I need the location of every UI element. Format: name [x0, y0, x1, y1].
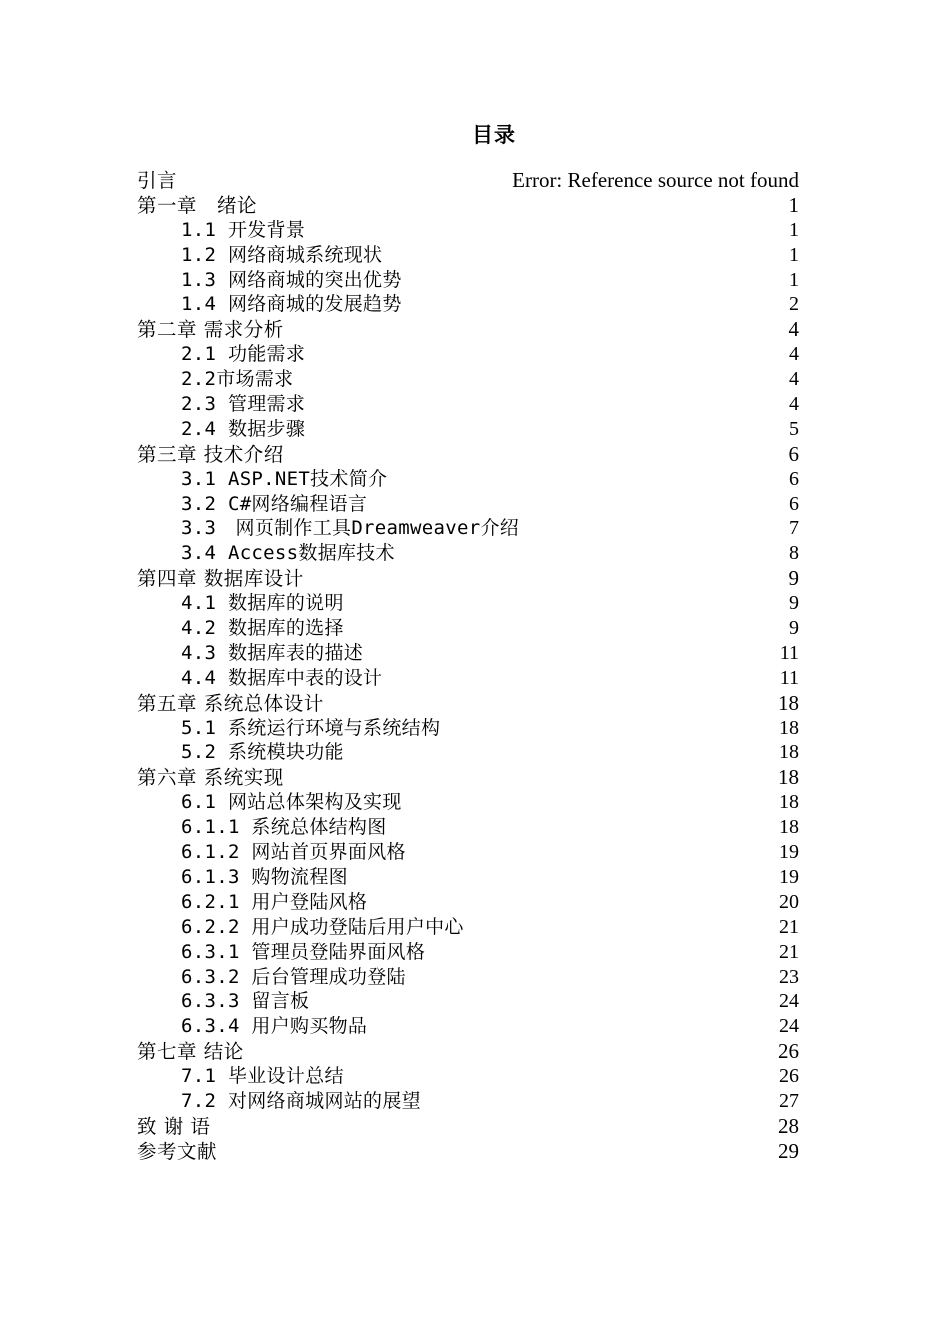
- toc-entry-label: 2.4 数据步骤: [181, 417, 306, 440]
- toc-entry-page-number: 4: [789, 393, 799, 416]
- toc-entry-label: 7.1 毕业设计总结: [181, 1065, 344, 1088]
- toc-entry-9[interactable]: [137, 367, 799, 392]
- toc-entry-page-number: 24: [779, 990, 799, 1013]
- toc-entry-page-number: 1: [789, 243, 799, 266]
- toc-entry-label: 7.2 对网络商城网站的展望: [181, 1089, 421, 1112]
- toc-entry-1[interactable]: [137, 168, 799, 193]
- toc-entry-8[interactable]: [137, 342, 799, 367]
- toc-entry-label: 3.1 ASP.NET技术简介: [181, 467, 388, 490]
- toc-entry-label: 5.1 系统运行环境与系统结构: [181, 716, 441, 739]
- toc-entry-label: 3.4 Access数据库技术: [181, 542, 395, 565]
- toc-entry-label: 2.1 功能需求: [181, 343, 306, 366]
- toc-entry-6[interactable]: [137, 292, 799, 317]
- toc-entry-29[interactable]: [137, 865, 799, 890]
- toc-entry-36[interactable]: [137, 1039, 799, 1064]
- toc-entry-page-number: 23: [779, 965, 799, 988]
- toc-entry-page-number: 8: [789, 542, 799, 565]
- toc-entry-page-number: 7: [789, 517, 799, 540]
- toc-entry-label: 2.3 管理需求: [181, 393, 306, 416]
- toc-entry-28[interactable]: [137, 840, 799, 865]
- toc-entry-label: 5.2 系统模块功能: [181, 741, 344, 764]
- toc-entry-page-number: Error: Reference source not found: [512, 168, 799, 192]
- toc-entry-31[interactable]: [137, 915, 799, 940]
- toc-entry-page-number: 24: [779, 1015, 799, 1038]
- toc-entry-label: 第六章 系统实现: [137, 766, 284, 790]
- toc-entry-32[interactable]: [137, 940, 799, 965]
- toc-entry-33[interactable]: [137, 965, 799, 990]
- toc-entry-17[interactable]: [137, 566, 799, 591]
- toc-entry-label: 4.2 数据库的选择: [181, 617, 344, 640]
- toc-entry-label: 6.1.1 系统总体结构图: [181, 816, 387, 839]
- toc-entry-label: 3.2 C#网络编程语言: [181, 492, 368, 515]
- toc-entry-page-number: 11: [779, 666, 799, 689]
- toc-entry-4[interactable]: [137, 243, 799, 268]
- toc-entry-label: 参考文献: [137, 1139, 218, 1163]
- toc-entry-21[interactable]: [137, 666, 799, 691]
- toc-entry-page-number: 1: [789, 218, 799, 241]
- toc-entry-page-number: 26: [779, 1065, 799, 1088]
- toc-entry-page-number: 28: [778, 1113, 799, 1138]
- toc-entry-page-number: 21: [779, 915, 799, 938]
- toc-entry-35[interactable]: [137, 1014, 799, 1039]
- toc-entry-label: 4.4 数据库中表的设计: [181, 666, 383, 689]
- toc-entry-label: 1.1 开发背景: [181, 218, 306, 241]
- toc-entry-page-number: 18: [779, 816, 799, 839]
- toc-entry-13[interactable]: [137, 467, 799, 492]
- toc-entry-19[interactable]: [137, 616, 799, 641]
- toc-entry-30[interactable]: [137, 890, 799, 915]
- toc-entry-label: 第三章 技术介绍: [137, 442, 284, 466]
- toc-entry-5[interactable]: [137, 268, 799, 293]
- toc-entry-page-number: 4: [789, 368, 799, 391]
- toc-entry-label: 6.2.1 用户登陆风格: [181, 890, 368, 913]
- toc-entry-page-number: 4: [788, 317, 799, 342]
- toc-entry-2[interactable]: [137, 193, 799, 218]
- toc-entry-12[interactable]: [137, 442, 799, 467]
- toc-entry-page-number: 1: [788, 192, 799, 217]
- toc-entry-page-number: 26: [778, 1039, 799, 1064]
- toc-entry-25[interactable]: [137, 765, 799, 790]
- toc-entry-label: 6.2.2 用户成功登陆后用户中心: [181, 915, 464, 938]
- toc-entry-label: 6.3.3 留言板: [181, 990, 310, 1013]
- toc-entry-page-number: 18: [778, 690, 799, 715]
- table-of-contents: [137, 168, 799, 1164]
- toc-entry-page-number: 20: [779, 890, 799, 913]
- toc-entry-label: 4.3 数据库表的描述: [181, 641, 364, 664]
- toc-entry-34[interactable]: [137, 989, 799, 1014]
- toc-entry-label: 1.3 网络商城的突出优势: [181, 268, 402, 291]
- toc-entry-16[interactable]: [137, 541, 799, 566]
- toc-entry-label: 1.2 网络商城系统现状: [181, 243, 383, 266]
- toc-entry-label: 第四章 数据库设计: [137, 567, 304, 591]
- toc-entry-11[interactable]: [137, 417, 799, 442]
- toc-entry-page-number: 6: [789, 467, 799, 490]
- toc-entry-label: 1.4 网络商城的发展趋势: [181, 293, 402, 316]
- toc-entry-14[interactable]: [137, 492, 799, 517]
- toc-entry-label: 2.2市场需求: [181, 368, 294, 391]
- toc-entry-page-number: 5: [789, 417, 799, 440]
- toc-entry-page-number: 18: [779, 741, 799, 764]
- toc-entry-label: 6.1.3 购物流程图: [181, 865, 348, 888]
- toc-entry-label: 第一章 绪论: [137, 193, 258, 217]
- toc-entry-3[interactable]: [137, 218, 799, 243]
- toc-entry-page-number: 2: [789, 293, 799, 316]
- toc-entry-37[interactable]: [137, 1064, 799, 1089]
- toc-entry-page-number: 18: [779, 716, 799, 739]
- toc-entry-label: 4.1 数据库的说明: [181, 592, 344, 615]
- toc-entry-page-number: 6: [789, 492, 799, 515]
- toc-entry-20[interactable]: [137, 641, 799, 666]
- toc-entry-15[interactable]: [137, 516, 799, 541]
- toc-entry-label: 第五章 系统总体设计: [137, 691, 324, 715]
- toc-entry-38[interactable]: [137, 1089, 799, 1114]
- toc-entry-page-number: 18: [779, 791, 799, 814]
- toc-title: 目录: [472, 123, 516, 147]
- toc-entry-24[interactable]: [137, 740, 799, 765]
- toc-entry-page-number: 9: [789, 592, 799, 615]
- toc-entry-label: 致 谢 语: [137, 1114, 211, 1138]
- toc-entry-label: 6.1.2 网站首页界面风格: [181, 841, 406, 864]
- toc-entry-label: 3.3 网页制作工具Dreamweaver介绍: [181, 517, 520, 540]
- toc-entry-label: 6.3.2 后台管理成功登陆: [181, 965, 406, 988]
- toc-entry-page-number: 27: [779, 1089, 799, 1112]
- toc-entry-40[interactable]: [137, 1139, 799, 1164]
- toc-entry-18[interactable]: [137, 591, 799, 616]
- toc-entry-label: 6.1 网站总体架构及实现: [181, 791, 402, 814]
- toc-entry-page-number: 11: [779, 641, 799, 664]
- toc-entry-label: 6.3.4 用户购买物品: [181, 1015, 368, 1038]
- toc-entry-7[interactable]: [137, 317, 799, 342]
- toc-entry-page-number: 19: [779, 841, 799, 864]
- toc-entry-page-number: 21: [779, 940, 799, 963]
- toc-entry-label: 第二章 需求分析: [137, 318, 284, 342]
- toc-entry-22[interactable]: [137, 691, 799, 716]
- toc-entry-label: 第七章 结论: [137, 1040, 244, 1064]
- toc-entry-page-number: 18: [778, 765, 799, 790]
- toc-entry-page-number: 29: [778, 1138, 799, 1163]
- toc-entry-23[interactable]: [137, 716, 799, 741]
- toc-entry-27[interactable]: [137, 815, 799, 840]
- toc-entry-39[interactable]: [137, 1114, 799, 1139]
- toc-entry-page-number: 9: [788, 566, 799, 591]
- toc-entry-10[interactable]: [137, 392, 799, 417]
- toc-entry-page-number: 19: [779, 865, 799, 888]
- toc-entry-label: 引言: [137, 169, 178, 192]
- toc-entry-label: 6.3.1 管理员登陆界面风格: [181, 940, 426, 963]
- toc-entry-page-number: 9: [789, 617, 799, 640]
- toc-entry-page-number: 6: [788, 441, 799, 466]
- toc-entry-page-number: 1: [789, 268, 799, 291]
- toc-entry-26[interactable]: [137, 790, 799, 815]
- toc-entry-page-number: 4: [789, 343, 799, 366]
